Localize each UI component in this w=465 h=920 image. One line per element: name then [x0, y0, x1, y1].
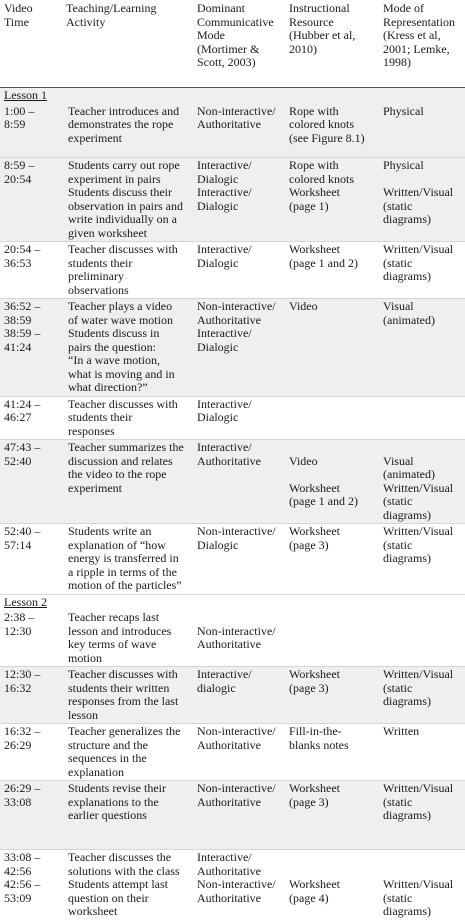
mode-of-representation: Written/Visual (static diagrams): [379, 667, 465, 724]
activity: Students revise their explanations to the earlier questions: [62, 781, 193, 850]
video-time: 26:29 – 33:08: [0, 781, 62, 850]
instructional-resource: Video Worksheet (page 1 and 2): [285, 440, 379, 524]
instructional-resource: Rope with colored knots Worksheet (page 1): [285, 158, 379, 242]
video-time: 33:08 – 42:56 42:56 – 53:09: [0, 850, 62, 920]
lesson-1-label: Lesson 1: [4, 88, 47, 102]
communicative-mode: Interactive/ Dialogic: [193, 396, 285, 440]
instructional-resource: Fill-in-the- blanks notes: [285, 724, 379, 781]
activity: Teacher recaps last lesson and introduces key terms of wave motion: [68, 610, 172, 665]
instructional-resource: Worksheet (page 3): [285, 667, 379, 724]
instructional-resource: Worksheet (page 4): [285, 850, 379, 920]
video-time: 8:59 – 20:54: [0, 158, 62, 242]
table-row: [0, 242, 465, 299]
communicative-mode: Non-interactive/ Dialogic: [193, 524, 285, 595]
table-header: [0, 0, 465, 88]
header-instructional-resource: Instructional Resource (Hubber et al, 2010): [285, 0, 379, 88]
activity: Teacher introduces and demonstrates the rope experiment: [62, 104, 193, 158]
lesson-2-label: Lesson 2: [4, 594, 47, 609]
instructional-resource: [285, 610, 379, 667]
communicative-mode: Non-interactive/ Authoritative: [193, 104, 285, 158]
table-row: [0, 850, 465, 920]
table-row: [0, 396, 465, 440]
header-communicative-mode: Dominant Communicative Mode (Mortimer & Scott, 2003): [193, 0, 285, 88]
mode-of-representation: Written/Visual (static diagrams): [379, 524, 465, 595]
activity: Teacher plays a video of water wave motion Students discuss in pairs the question: “In a wave motion, what is moving and in what direction?”: [62, 299, 193, 397]
header-video-time: Video Time: [0, 0, 62, 88]
communicative-mode: Interactive/ Dialogic: [193, 242, 285, 299]
table-row: [0, 299, 465, 397]
mode-of-representation: Physical Written/Visual (static diagrams): [379, 158, 465, 242]
table-row: [0, 104, 465, 158]
activity: Teacher discusses the solutions with the class Students attempt last question on their worksheet: [62, 850, 193, 920]
header-activity: Teaching/Learning Activity: [62, 0, 193, 88]
mode-of-representation: Written: [379, 724, 465, 781]
table-body: [0, 88, 465, 920]
table-row: [0, 524, 465, 595]
instructional-resource: Video: [285, 299, 379, 397]
mode-of-representation: [379, 610, 465, 667]
communicative-mode: Non-interactive/ Authoritative Interactive/ Dialogic: [193, 299, 285, 397]
video-time: 2:38 – 12:30: [4, 610, 35, 638]
mode-of-representation: Visual (animated) Written/Visual (static diagrams): [379, 440, 465, 524]
table-row: [0, 610, 465, 667]
activity: Teacher generalizes the structure and the sequences in the explanation: [62, 724, 193, 781]
communicative-mode: Non-interactive/ Authoritative: [193, 724, 285, 781]
mode-of-representation: Written/Visual (static diagrams): [379, 850, 465, 920]
table-row: [0, 158, 465, 242]
video-time: 20:54 – 36:53: [0, 242, 62, 299]
activity: Students carry out rope experiment in pairs Students discuss their observation in pairs and write individually on a given worksheet: [62, 158, 193, 242]
activity: Teacher discusses with students their preliminary observations: [62, 242, 193, 299]
video-time: 12:30 – 16:32: [0, 667, 62, 724]
activity: Teacher discusses with students their responses: [62, 396, 193, 440]
video-time: 1:00 – 8:59: [0, 104, 62, 158]
table-row: [0, 781, 465, 850]
instructional-resource: [285, 396, 379, 440]
table-row: [0, 667, 465, 724]
activity: Students write an explanation of “how energy is transferred in a ripple in terms of the motion of the particles”: [62, 524, 193, 595]
table-row: [0, 440, 465, 524]
mode-of-representation: Physical: [379, 104, 465, 158]
mode-of-representation: Visual (animated): [379, 299, 465, 397]
video-time: 52:40 – 57:14: [0, 524, 62, 595]
video-time: 36:52 – 38:59 38:59 – 41:24: [0, 299, 62, 397]
communicative-mode: Interactive/ Authoritative Non-interactive/ Authoritative: [193, 850, 285, 920]
video-time: 16:32 – 26:29: [0, 724, 62, 781]
lesson-2-row: [0, 594, 465, 610]
communicative-mode: Interactive/ Dialogic Interactive/ Dialogic: [193, 158, 285, 242]
activity: Teacher summarizes the discussion and relates the video to the rope experiment: [62, 440, 193, 524]
mode-of-representation: [379, 396, 465, 440]
communicative-mode: Interactive/ Authoritative: [193, 440, 285, 524]
mode-of-representation: Written/Visual (static diagrams): [379, 242, 465, 299]
lesson-1-row: [0, 88, 465, 104]
instructional-resource: Worksheet (page 3): [285, 781, 379, 850]
instructional-resource: Rope with colored knots (see Figure 8.1): [285, 104, 379, 158]
header-mode-of-representation: Mode of Representation (Kress et al, 2001; Lemke, 1998): [379, 0, 465, 88]
communicative-mode: Non-interactive/ Authoritative: [197, 623, 276, 651]
instructional-resource: Worksheet (page 1 and 2): [285, 242, 379, 299]
activity: Teacher discusses with students their written responses from the last lesson: [62, 667, 193, 724]
header-row: [0, 0, 465, 88]
video-time: 47:43 – 52:40: [0, 440, 62, 524]
communicative-mode: Interactive/ dialogic: [193, 667, 285, 724]
instructional-resource: Worksheet (page 3): [285, 524, 379, 595]
table-row: [0, 724, 465, 781]
video-time: 41:24 – 46:27: [0, 396, 62, 440]
communicative-mode: Non-interactive/ Authoritative: [193, 781, 285, 850]
mode-of-representation: Written/Visual (static diagrams): [379, 781, 465, 850]
